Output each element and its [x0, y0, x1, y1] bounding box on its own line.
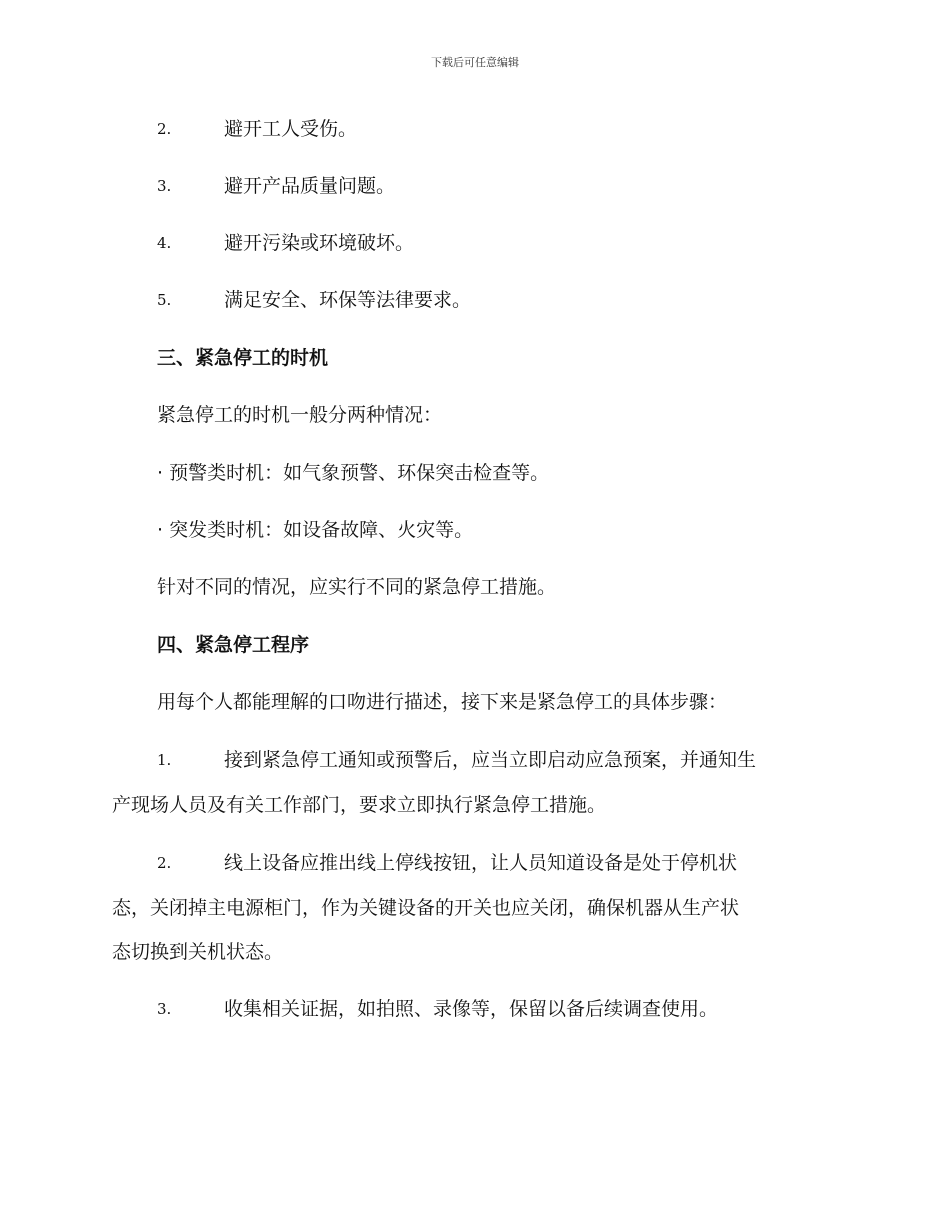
list-number: 4.	[157, 234, 172, 252]
bullet-text: · 预警类时机：如气象预警、环保突击检查等。	[157, 462, 550, 484]
step-number: 2.	[157, 854, 172, 872]
paragraph-text: 紧急停工的时机一般分两种情况：	[157, 404, 443, 426]
list-text: 避开工人受伤。	[224, 118, 358, 140]
list-number: 5.	[157, 291, 172, 309]
step-text: 收集相关证据，如拍照、录像等，保留以备后续调查使用。	[224, 998, 719, 1020]
step-text: 态，关闭掉主电源柜门，作为关键设备的开关也应关闭，确保机器从生产状	[112, 897, 740, 919]
section-heading-text: 三、紧急停工的时机	[157, 347, 329, 369]
step-text: 线上设备应推出线上停线按钮，让人员知道设备是处于停机状	[224, 852, 738, 874]
step-text: 产现场人员及有关工作部门，要求立即执行紧急停工措施。	[112, 794, 607, 816]
list-text: 避开污染或环境破坏。	[224, 232, 415, 254]
paragraph-text: 用每个人都能理解的口吻进行描述，接下来是紧急停工的具体步骤：	[157, 691, 728, 713]
paragraph-text: 针对不同的情况，应实行不同的紧急停工措施。	[157, 576, 557, 598]
step-text: 态切换到关机状态。	[112, 941, 284, 963]
list-number: 3.	[157, 177, 172, 195]
section-heading-text: 四、紧急停工程序	[157, 634, 310, 656]
list-text: 满足安全、环保等法律要求。	[224, 289, 472, 311]
step-number: 1.	[157, 751, 172, 769]
step-text: 接到紧急停工通知或预警后，应当立即启动应急预案，并通知生	[224, 749, 757, 771]
list-number: 2.	[157, 120, 172, 138]
bullet-text: · 突发类时机：如设备故障、火灾等。	[157, 519, 474, 541]
step-number: 3.	[157, 1000, 172, 1018]
page-header: 下载后可任意编辑	[431, 56, 519, 69]
list-text: 避开产品质量问题。	[224, 175, 396, 197]
